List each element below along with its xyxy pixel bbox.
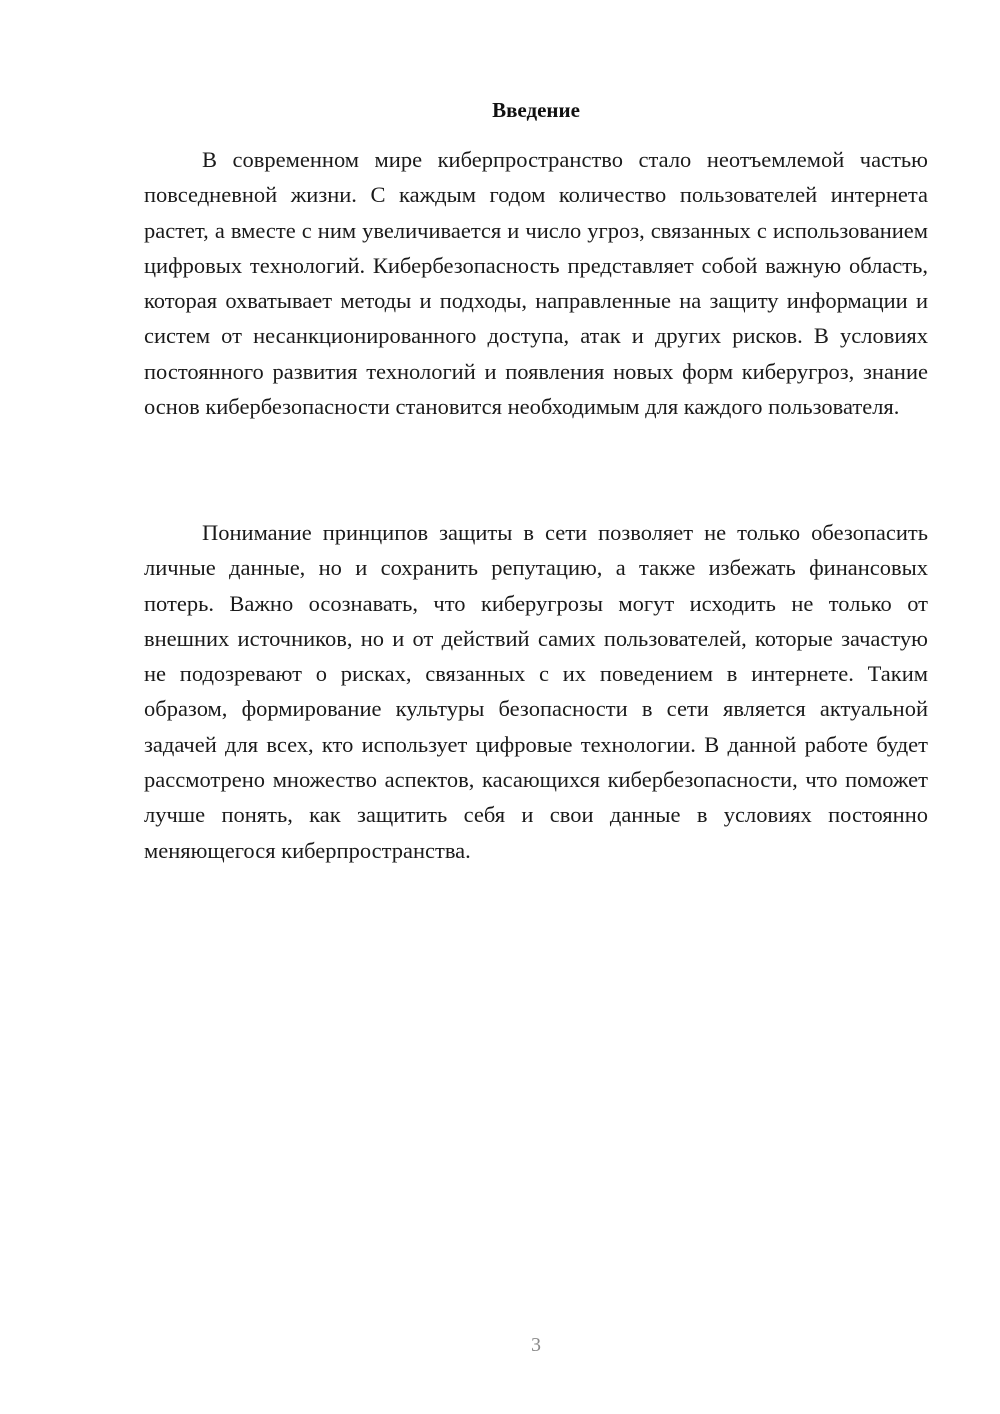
paragraph-intro: В современном мире киберпространство стало неотъемлемой частью повседневной жизни. С каждым годом количество пользователей интернета растет, а вместе с ним увеличивается и число угроз, связанных с использованием цифровых технологий. Кибербезопасность представляет собой важную область, которая охватывает методы и подходы, направленные на защиту информации и систем от несанкционированного доступа, атак и других рисков. В условиях постоянного развития технологий и появления новых форм киберугроз, знание основ кибербезопасности становится необходимым для каждого пользователя.	[144, 147, 928, 420]
page-number: 3	[531, 1334, 541, 1356]
paragraph-second: Понимание принципов защиты в сети позволяет не только обезопасить личные данные, но и сохранить репутацию, а также избежать финансовых потерь. Важно осознавать, что киберугрозы могут исходить не только от внешних источников, но и от действий самих пользователей, которые зачастую не подозревают о рисках, связанных с их поведением в интернете. Таким образом, формирование культуры безопасности в сети является актуальной задачей для всех, кто использует цифровые технологии. В данной работе будет рассмотрено множество аспектов, касающихся кибербезопасности, что поможет лучше понять, как защитить себя и свои данные в условиях постоянно меняющегося киберпространства.	[144, 520, 928, 863]
section-heading: Введение	[492, 98, 580, 122]
